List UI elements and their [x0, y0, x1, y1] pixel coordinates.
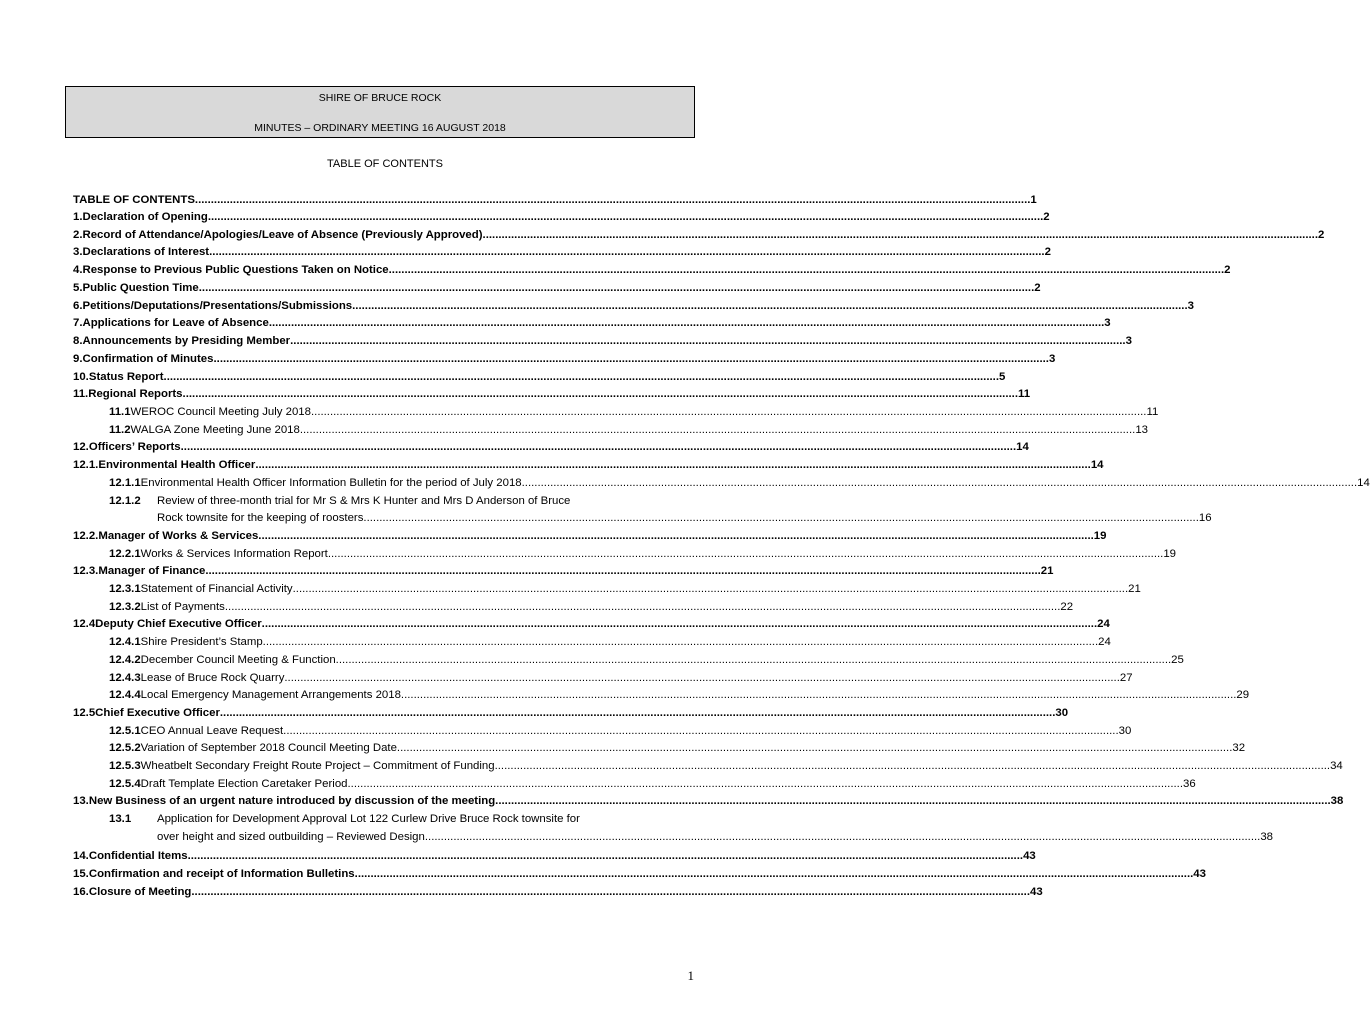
- toc-leader: [205, 563, 1040, 580]
- toc-entry-text: Declarations of Interest: [82, 246, 210, 258]
- toc-leader: [522, 475, 1357, 492]
- toc-entry-number: 12.5.3: [109, 760, 141, 772]
- toc-entry-number: 12.: [73, 441, 89, 453]
- toc-entry-number: 12.1.2: [109, 495, 141, 507]
- toc-entry-page: 25: [1171, 654, 1184, 666]
- toc-leader: [262, 616, 1097, 633]
- toc-entry-page: 43: [1193, 868, 1206, 880]
- toc-entry-text: Applications for Leave of Absence: [82, 317, 269, 329]
- toc-entry-text: WEROC Council Meeting July 2018: [130, 406, 311, 418]
- toc-leader: [255, 457, 1090, 474]
- toc-entry-page: 38: [1260, 831, 1274, 843]
- toc-entry-text: TABLE OF CONTENTS: [73, 194, 195, 206]
- toc-leader: [300, 422, 1135, 439]
- toc-entry-number: 12.2.: [73, 530, 99, 542]
- toc-entry-text: Application for Development Approval Lot 122 Curlew Drive Bruce Rock townsite for: [157, 813, 580, 825]
- toc-entry-page: 43: [1030, 886, 1043, 898]
- toc-entry-page: 16: [1198, 512, 1212, 524]
- toc-entry-number: 11.2: [109, 424, 131, 436]
- toc-entry-text: Works & Services Information Report: [140, 548, 328, 560]
- toc-entry-page: 2: [1044, 246, 1051, 258]
- page-number: 1: [687, 968, 694, 983]
- toc-entry[interactable]: [73, 386, 1031, 403]
- toc-entry-number: 12.4.4: [109, 689, 141, 701]
- toc-leader: [293, 581, 1128, 598]
- toc-entry-number: 14.: [73, 850, 89, 862]
- toc-entry[interactable]: [109, 581, 1141, 598]
- toc-entry[interactable]: [109, 546, 1176, 563]
- toc-entry-continuation[interactable]: [157, 829, 1274, 846]
- toc-entry-number: 12.3.: [73, 565, 99, 577]
- toc-entry-number: 11.: [73, 388, 89, 400]
- toc-entry-number: 2.: [73, 229, 83, 241]
- toc-entry-number: 1.: [73, 211, 83, 223]
- toc-entry-text: Announcements by Presiding Member: [82, 335, 291, 347]
- toc-entry-number: 5.: [73, 282, 83, 294]
- toc-entry-text: Variation of September 2018 Council Meeting Date: [140, 742, 397, 754]
- toc-entry-page: 2: [1318, 229, 1325, 241]
- toc-leader: [213, 351, 1048, 368]
- toc-entry-number: 9.: [73, 353, 83, 365]
- toc-entry[interactable]: [109, 599, 1074, 616]
- toc-entry[interactable]: [109, 634, 1111, 651]
- toc-entry-text: Declaration of Opening: [82, 211, 208, 223]
- toc-leader: [397, 740, 1232, 757]
- toc-entry-text: Lease of Bruce Rock Quarry: [140, 672, 285, 684]
- toc-entry-page: 3: [1187, 300, 1194, 312]
- toc-entry[interactable]: [73, 369, 1006, 386]
- toc-entry-page: 13: [1135, 424, 1148, 436]
- toc-entry[interactable]: [73, 298, 1194, 315]
- toc-entry-number: 12.1.: [73, 459, 99, 471]
- toc-entry[interactable]: [73, 866, 1206, 883]
- toc-entry-text: Manager of Works & Services: [98, 530, 259, 542]
- toc-leader: [363, 510, 1198, 527]
- toc-entry[interactable]: [109, 740, 1246, 757]
- toc-leader: [284, 670, 1119, 687]
- toc-entry-number: 16.: [73, 886, 89, 898]
- toc-leader: [290, 333, 1125, 350]
- toc-entry[interactable]: [73, 351, 1056, 368]
- toc-entry-page: 30: [1118, 725, 1132, 737]
- toc-entry-page: 24: [1098, 636, 1111, 648]
- toc-entry-number: 8.: [73, 335, 83, 347]
- toc-entry-page: 3: [1048, 353, 1056, 365]
- toc-entry-page: 14: [1090, 459, 1104, 471]
- toc-entry[interactable]: [73, 793, 1344, 810]
- toc-entry[interactable]: [73, 705, 1069, 722]
- toc-leader: [336, 652, 1171, 669]
- toc-entry[interactable]: [109, 687, 1250, 704]
- toc-leader: [164, 369, 999, 386]
- toc-entry[interactable]: [73, 280, 1041, 297]
- toc-entry[interactable]: [73, 209, 1050, 226]
- toc-entry-text: Statement of Financial Activity: [140, 583, 293, 595]
- toc-entry-text: Manager of Finance: [98, 565, 206, 577]
- toc-entry-text: Deputy Chief Executive Officer: [95, 618, 262, 630]
- toc-entry-text: Shire President’s Stamp: [140, 636, 263, 648]
- toc-entry[interactable]: [109, 475, 1370, 492]
- toc-entry[interactable]: [73, 563, 1054, 580]
- toc-entry[interactable]: [109, 811, 696, 828]
- toc-entry-number: 12.3.1: [109, 583, 141, 595]
- toc-entry[interactable]: [73, 884, 1043, 901]
- toc-entry-text: Response to Previous Public Questions Taken on Notice: [82, 264, 389, 276]
- toc-entry-number: 13.: [73, 795, 89, 807]
- toc-entry[interactable]: [109, 404, 1159, 421]
- toc-entry-page: 43: [1023, 850, 1036, 862]
- toc-entry-number: 12.4: [73, 618, 96, 630]
- toc-entry[interactable]: [109, 776, 1196, 793]
- toc-entry-number: 12.5.1: [109, 725, 141, 737]
- toc-leader: [495, 793, 1330, 810]
- toc-entry[interactable]: [109, 422, 1148, 439]
- toc-entry[interactable]: [109, 652, 1184, 669]
- toc-entry-page: 1: [1030, 194, 1037, 206]
- shire-name: SHIRE OF BRUCE ROCK: [318, 92, 442, 104]
- toc-entry-page: 11: [1146, 406, 1159, 418]
- toc-entry-number: 4.: [73, 264, 83, 276]
- toc-entry[interactable]: [73, 192, 1037, 209]
- toc-entry-page: 3: [1125, 335, 1132, 347]
- toc-entry-page: 5: [999, 371, 1006, 383]
- toc-entry-number: 6.: [73, 300, 83, 312]
- toc-entry-page: 27: [1119, 672, 1133, 684]
- toc-leader: [188, 848, 1023, 865]
- toc-entry-text: New Business of an urgent nature introduced by discussion of the meeting: [88, 795, 496, 807]
- toc-leader: [311, 404, 1146, 421]
- toc-leader: [283, 723, 1118, 740]
- toc-entry-page: 21: [1128, 583, 1141, 595]
- toc-leader: [209, 244, 1044, 261]
- toc-leader: [495, 758, 1330, 775]
- toc-entry-page: 14: [1016, 441, 1029, 453]
- toc-entry-text: Confirmation and receipt of Information Bulletins.: [88, 868, 358, 880]
- toc-entry-text: Confidential Items: [88, 850, 188, 862]
- toc-entry-text: CEO Annual Leave Request: [140, 725, 284, 737]
- toc-entry[interactable]: [109, 493, 696, 510]
- toc-leader: [389, 262, 1224, 279]
- toc-entry-number: 3.: [73, 246, 83, 258]
- toc-entry-text: Review of three-month trial for Mr S & Mrs K Hunter and Mrs D Anderson of Bruce: [157, 495, 571, 507]
- toc-entry-number: 12.5.4: [109, 778, 141, 790]
- toc-leader: [183, 386, 1018, 403]
- toc-entry-page: 30: [1055, 707, 1069, 719]
- toc-entry-number: 12.3.2: [109, 601, 141, 613]
- toc-entry-text: Public Question Time: [82, 282, 199, 294]
- toc-entry-page: 19: [1163, 548, 1176, 560]
- toc-entry-page: 38: [1330, 795, 1344, 807]
- toc-leader: [195, 884, 1030, 901]
- toc-entry[interactable]: [73, 439, 1029, 456]
- toc-entry-text: Record of Attendance/Apologies/Leave of Absence (Previously Approved): [82, 229, 483, 241]
- toc-entry-page: 21: [1040, 565, 1054, 577]
- toc-leader: [483, 227, 1318, 244]
- toc-leader: [328, 546, 1163, 563]
- toc-entry-page: 19: [1093, 530, 1107, 542]
- toc-entry[interactable]: [73, 616, 1110, 633]
- toc-entry-text: Wheatbelt Secondary Freight Route Project – Commitment of Funding: [140, 760, 495, 772]
- toc-entry[interactable]: [73, 528, 1107, 545]
- toc-entry-number: 15.: [73, 868, 89, 880]
- toc-entry-text: Environmental Health Officer Information Bulletin for the period of July 2018: [140, 477, 522, 489]
- toc-entry[interactable]: [73, 227, 1325, 244]
- toc-entry-page: 29: [1236, 689, 1250, 701]
- toc-entry-page: 2: [1224, 264, 1231, 276]
- toc-entry-text: Draft Template Election Caretaker Period: [140, 778, 348, 790]
- toc-entry-text: Regional Reports: [88, 388, 183, 400]
- toc-entry-number: 12.4.3: [109, 672, 141, 684]
- toc-entry-text: WALGA Zone Meeting June 2018: [130, 424, 300, 436]
- toc-leader: [258, 528, 1093, 545]
- toc-entry-number: 12.2.1: [109, 548, 141, 560]
- toc-entry[interactable]: [73, 315, 1111, 332]
- toc-leader: [181, 439, 1016, 456]
- toc-entry-text: List of Payments: [140, 601, 225, 613]
- toc-entry-text: Confirmation of Minutes: [82, 353, 214, 365]
- toc-entry-number: 10.: [73, 371, 89, 383]
- toc-entry-text: over height and sized outbuilding – Reviewed Design: [157, 831, 425, 843]
- toc-entry-text: December Council Meeting & Function: [140, 654, 336, 666]
- toc-entry[interactable]: [73, 457, 1104, 474]
- toc-entry[interactable]: [109, 758, 1343, 775]
- toc-entry-text: Status Report: [88, 371, 164, 383]
- toc-leader: [208, 209, 1043, 226]
- toc-entry-page: 32: [1232, 742, 1246, 754]
- toc-entry-page: 36: [1182, 778, 1196, 790]
- toc-entry[interactable]: [73, 848, 1036, 865]
- toc-entry[interactable]: [73, 244, 1051, 261]
- toc-entry-page: 2: [1034, 282, 1041, 294]
- toc-entry-number: 12.5.2: [109, 742, 141, 754]
- toc-leader: [348, 776, 1183, 793]
- toc-entry-text: Local Emergency Management Arrangements 2018: [140, 689, 401, 701]
- toc-entry-text: Petitions/Deputations/Presentations/Submissions: [82, 300, 353, 312]
- toc-entry-number: 12.4.2: [109, 654, 141, 666]
- toc-leader: [352, 298, 1187, 315]
- toc-entry-number: 13.1: [109, 813, 132, 825]
- toc-entry-text: Environmental Health Officer: [98, 459, 256, 471]
- toc-leader: [269, 315, 1104, 332]
- toc-entry-page: 34: [1330, 760, 1343, 772]
- toc-leader: [425, 829, 1260, 846]
- toc-entry-text: Chief Executive Officer: [95, 707, 220, 719]
- toc-leader: [220, 705, 1055, 722]
- toc-entry-continuation[interactable]: [157, 510, 1212, 527]
- toc-entry-page: 11: [1018, 388, 1031, 400]
- toc-entry-number: 7.: [73, 317, 83, 329]
- toc-entry[interactable]: [109, 723, 1132, 740]
- toc-entry-page: 22: [1060, 601, 1074, 613]
- toc-entry[interactable]: [109, 670, 1133, 687]
- toc-entry-number: 12.5: [73, 707, 96, 719]
- toc-entry-text: Closure of Meeting.: [88, 886, 195, 898]
- document-header-box: [65, 86, 695, 138]
- toc-entry-number: 12.4.1: [109, 636, 141, 648]
- toc-leader: [401, 687, 1236, 704]
- toc-entry[interactable]: [73, 262, 1231, 279]
- toc-entry-page: 14: [1357, 477, 1370, 489]
- toc-entry-page: 24: [1097, 618, 1110, 630]
- toc-entry-text: Rock townsite for the keeping of roosters: [157, 512, 364, 524]
- toc-entry-page: 3: [1104, 317, 1111, 329]
- toc-leader: [195, 192, 1030, 209]
- toc-entry[interactable]: [73, 333, 1132, 350]
- toc-leader: [225, 599, 1060, 616]
- toc-heading: TABLE OF CONTENTS: [327, 158, 443, 170]
- toc-leader: [358, 866, 1193, 883]
- minutes-title: MINUTES – ORDINARY MEETING 16 AUGUST 2018: [254, 122, 506, 134]
- toc-entry-number: 12.1.1: [109, 477, 141, 489]
- toc-entry-number: 11.1: [109, 406, 131, 418]
- toc-entry-page: 2: [1043, 211, 1050, 223]
- toc-entry-text: Officers’ Reports: [88, 441, 181, 453]
- toc-leader: [263, 634, 1098, 651]
- toc-leader: [199, 280, 1034, 297]
